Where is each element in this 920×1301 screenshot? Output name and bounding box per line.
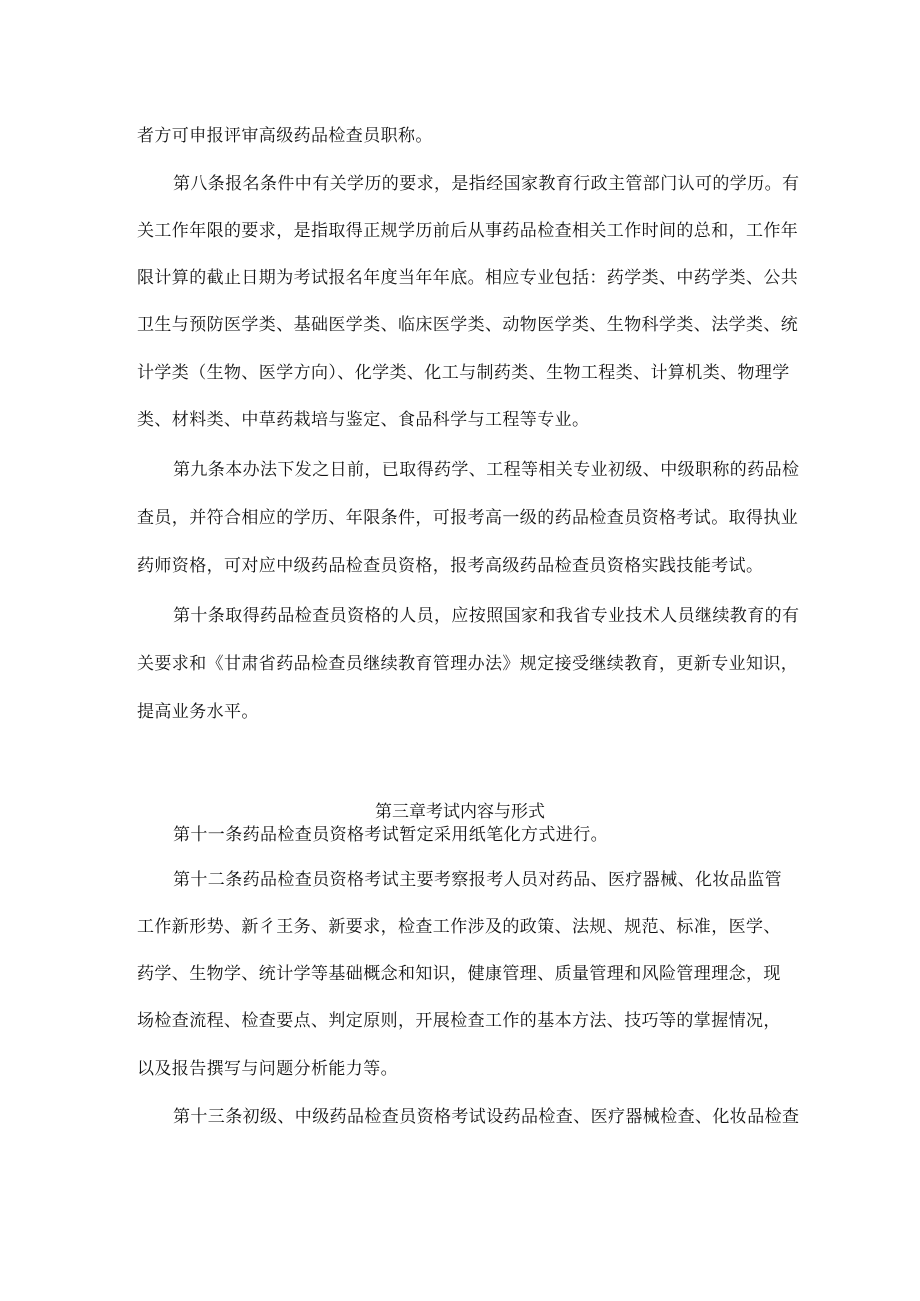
- paragraph-line: 第十三条初级、中级药品检查员资格考试设药品检查、医疗器械检查、化妆品检查: [173, 1107, 800, 1127]
- paragraph-line: 第八条报名条件中有关学历的要求，是指经国家教育行政主管部门认可的学历。有: [173, 174, 800, 194]
- paragraph-line: 第十一条药品检查员资格考试暂定采用纸笔化方式进行。: [173, 825, 608, 845]
- chapter-heading: 第三章考试内容与形式: [375, 802, 545, 822]
- paragraph-line: 关工作年限的要求，是指取得正规学历前后从事药品检查相关工作时间的总和，工作年: [137, 221, 799, 241]
- paragraph-line: 第十二条药品检查员资格考试主要考察报考人员对药品、医疗器械、化妆品监管: [173, 870, 782, 890]
- paragraph-line: 场检查流程、检查要点、判定原则，开展检查工作的基本方法、技巧等的掌握情况，: [137, 1011, 781, 1031]
- paragraph-line: 药师资格，可对应中级药品检查员资格，报考高级药品检查员资格实践技能考试。: [137, 556, 764, 576]
- paragraph-line: 药学、生物学、统计学等基础概念和知识，健康管理、质量管理和风险管理理念，现: [137, 964, 781, 984]
- paragraph-line: 类、材料类、中草药栽培与鉴定、食品科学与工程等专业。: [137, 410, 590, 430]
- paragraph-line: 计学类（生物、医学方向）、化学类、化工与制药类、生物工程类、计算机类、物理学: [137, 363, 790, 383]
- paragraph-line: 关要求和《甘肃省药品检查员继续教育管理办法》规定接受继续教育，更新专业知识，: [137, 654, 799, 674]
- paragraph-line: 卫生与预防医学类、基础医学类、临床医学类、动物医学类、生物科学类、法学类、统: [137, 315, 799, 335]
- paragraph-line: 限计算的截止日期为考试报名年度当年年底。相应专业包括：药学类、中药学类、公共: [137, 268, 799, 288]
- paragraph-line: 提高业务水平。: [137, 702, 259, 722]
- paragraph-line: 第十条取得药品检查员资格的人员，应按照国家和我省专业技术人员继续教育的有: [173, 606, 800, 626]
- paragraph-line: 第九条本办法下发之日前，已取得药学、工程等相关专业初级、中级职称的药品检: [173, 460, 800, 480]
- paragraph-line: 者方可申报评审高级药品检查员职称。: [137, 126, 433, 146]
- paragraph-line: 以及报告撰写与问题分析能力等。: [137, 1059, 398, 1079]
- paragraph-line: 工作新形势、新彳王务、新要求，检查工作涉及的政策、法规、规范、标准，医学、: [137, 917, 781, 937]
- paragraph-line: 查员，并符合相应的学历、年限条件，可报考高一级的药品检查员资格考试。取得执业: [137, 508, 799, 528]
